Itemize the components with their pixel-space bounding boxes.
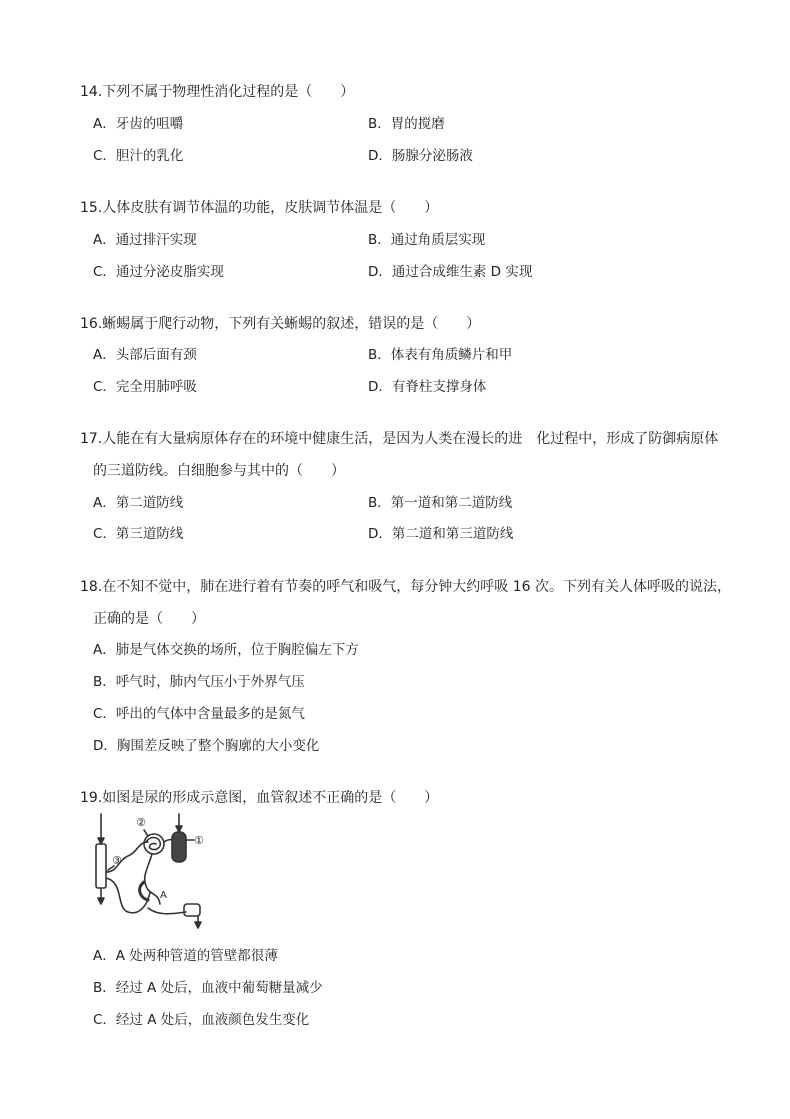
- figure-label-a: A: [160, 890, 167, 901]
- question-17-option-a: A．第二道防线: [93, 495, 184, 511]
- question-15-option-c: C．通过分泌皮脂实现: [93, 264, 224, 280]
- question-16-option-b: B．体表有角质鳞片和甲: [368, 347, 513, 363]
- question-17-stem: 17.人能在有大量病原体存在的环境中健康生活，是因为人类在漫长的进 化过程中，形成了防御病原体: [80, 431, 719, 447]
- figure-label-1: ①: [194, 834, 204, 847]
- duct-inflow-arrowhead: [98, 838, 104, 844]
- question-17-option-c: C．第三道防线: [93, 526, 184, 542]
- question-15-option-d: D．通过合成维生素 D 实现: [368, 264, 533, 280]
- question-15-option-b: B．通过角质层实现: [368, 232, 486, 248]
- question-14-option-a: A．牙齿的咀嚼: [93, 116, 184, 132]
- duct-outflow-arrowhead: [98, 898, 104, 904]
- vein-outflow-arrowhead: [195, 922, 201, 928]
- question-14-stem: 14.下列不属于物理性消化过程的是（ ）: [80, 84, 355, 100]
- vein-segment: [184, 904, 200, 916]
- question-18-option-b: B．呼气时，肺内气压小于外界气压: [93, 674, 305, 690]
- question-18-stem-line2: 正确的是（ ）: [93, 611, 205, 627]
- question-19-option-c: C．经过 A 处后，血液颜色发生变化: [93, 1012, 310, 1028]
- question-14-option-b: B．胃的搅磨: [368, 116, 445, 132]
- figure-label-2: ②: [136, 816, 146, 829]
- question-14-option-c: C．胆汁的乳化: [93, 148, 184, 164]
- question-18-option-c: C．呼出的气体中含量最多的是氮气: [93, 706, 305, 722]
- figure-label-3: ③: [112, 854, 122, 867]
- renal-vein: [148, 908, 186, 914]
- peritubular-capillary: [145, 854, 160, 904]
- question-16-option-c: C．完全用肺呼吸: [93, 379, 197, 395]
- glomerulus: [146, 838, 160, 850]
- urine-formation-diagram: [88, 812, 216, 934]
- question-14-option-d: D．肠腺分泌肠液: [368, 148, 473, 164]
- question-18-stem: 18.在不知不觉中，肺在进行着有节奏的呼气和吸气，每分钟大约呼吸 16 次。下列有关人体呼吸的说法，: [80, 579, 731, 595]
- question-19-option-b: B．经过 A 处后，血液中葡萄糖量减少: [93, 980, 323, 996]
- question-18-option-a: A．肺是气体交换的场所，位于胸腔偏左下方: [93, 642, 359, 658]
- question-16-option-a: A．头部后面有颈: [93, 347, 197, 363]
- collecting-duct: [96, 844, 106, 888]
- question-19-option-a: A．A 处两种管道的管壁都很薄: [93, 948, 278, 964]
- question-19-stem: 19.如图是尿的形成示意图，血管叙述不正确的是（ ）: [80, 790, 439, 806]
- question-15-option-a: A．通过排汗实现: [93, 232, 197, 248]
- question-17-stem-line2: 的三道防线。白细胞参与其中的（ ）: [93, 463, 345, 479]
- capillary-network-a: [140, 882, 148, 900]
- question-16-option-d: D．有脊柱支撑身体: [368, 379, 487, 395]
- vessel-inflow-arrowhead: [176, 826, 182, 832]
- question-16-stem: 16.蜥蜴属于爬行动物，下列有关蜥蜴的叙述，错误的是（ ）: [80, 316, 481, 332]
- question-15-stem: 15.人体皮肤有调节体温的功能，皮肤调节体温是（ ）: [80, 200, 439, 216]
- question-18-option-d: D．胸围差反映了整个胸廓的大小变化: [93, 738, 320, 754]
- question-17-option-d: D．第二道和第三道防线: [368, 526, 514, 542]
- question-17-option-b: B．第一道和第二道防线: [368, 495, 513, 511]
- label-2-leader: [144, 830, 148, 836]
- blood-vessel-bundle: [172, 832, 186, 862]
